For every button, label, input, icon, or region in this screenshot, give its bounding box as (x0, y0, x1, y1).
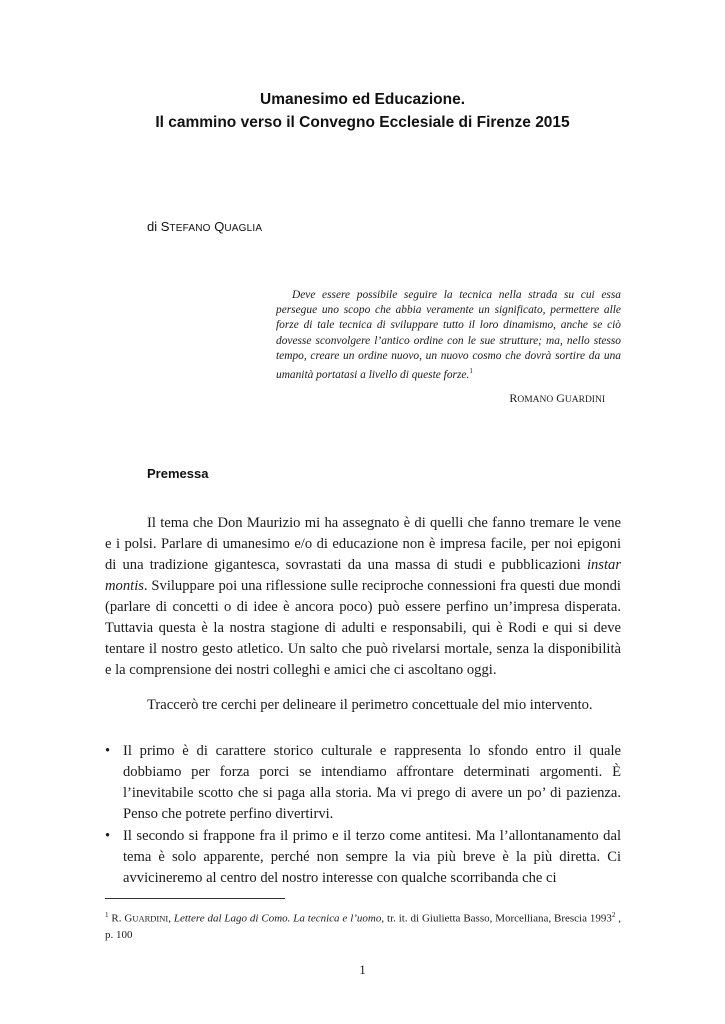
epigraph-text: Deve essere possibile seguire la tecnica nella strada su cui essa persegue uno scopo che abbia veramente un significato, permettere alle forze di tale tecnica di sviluppare tutto il loro dinamismo, anche se ciò dovesse sconvolgere l’antico ordine con le sue strutture; ma, nello stesso tempo, creare un ordine nuovo, un nuovo cosmo che dovrà sortire da una umanità portatasi a livello di queste forze. (276, 289, 621, 381)
bullet-icon: • (105, 743, 111, 759)
footnote-details: , tr. it. di Giulietta Basso, Morcelliana, Brescia 1993 (381, 912, 612, 925)
paragraph-1-after: . Sviluppare poi una riflessione sulle reciproche connessioni fra questi due mondi (parlare di concetti o di idee è ancora poco) può essere perfino un’impresa disperata. Tuttavia questa è la nostra stagione di adulti e responsabili, qui è Rodi e qui si deve tentare il nostro gesto atletico. Un salto che può rivelarsi mortale, senza la disponibilità e la comprensione dei nostri colleghi e amici che ci ascoltano oggi. (105, 578, 621, 678)
paragraph-1 (105, 513, 621, 681)
footnote-work-title: Lettere dal Lago di Como. La tecnica e l’uomo (173, 912, 382, 925)
footnote-author-initial: G (124, 912, 133, 925)
document-title-line-1: Umanesimo ed Educazione. (260, 91, 465, 108)
paragraph-1-before: Il tema che Don Maurizio mi ha assegnato è di quelli che fanno tremare le vene e i polsi. Parlare di umanesimo e/o di educazione non è impresa facile, per noi epigoni di una tradizione gigantesca, sovrastati da una massa di studi e pubblicazioni (105, 515, 621, 573)
paragraph-2-text: Traccerò tre cerchi per delineare il perimetro concettuale del mio intervento. (147, 697, 593, 713)
footnote-divider (105, 898, 285, 899)
bullet-icon: • (105, 828, 111, 844)
paragraph-1-italic: instar montis (105, 557, 621, 594)
footnote (105, 907, 621, 943)
epigraph-quote (276, 288, 621, 383)
footnote-author-prefix: R. (111, 912, 122, 925)
list-item-text: Il primo è di carattere storico culturale e rappresenta lo sfondo entro il quale dobbiamo per forza porci se intendiamo affrontare determinati argomenti. È l’inevitabile scotto che si paga alla storia. Ma vi prego di avere un po’ di pazienza. Penso che potrete perfino divertirvi. (123, 743, 621, 822)
attribution-first-initial: R (509, 391, 518, 405)
section-heading: Premessa (147, 466, 209, 481)
footnote-edition: 2 (611, 911, 616, 919)
list-item-text: Il secondo si frappone fra il primo e il terzo come antitesi. Ma l’allontanamento dal tema è solo apparente, perché non sempre la via più breve è la più diretta. Ci avvicineremo al centro del nostro interesse con qualche scorribanda che ci (123, 828, 621, 886)
author-prefix: di (147, 219, 158, 234)
footnote-number: 1 (105, 911, 109, 919)
author-first-rest: TEFANO (169, 223, 211, 234)
epigraph-attribution (509, 391, 605, 406)
footnote-page: , p. 100 (105, 912, 622, 941)
attribution-last-rest: UARDINI (564, 395, 605, 405)
footnote-sep: , (168, 912, 174, 925)
document-title-line-2: Il cammino verso il Convegno Ecclesiale di Firenze 2015 (155, 114, 570, 131)
attribution-last-initial: G (556, 391, 565, 405)
author-byline (147, 219, 262, 234)
author-last-initial: Q (214, 219, 225, 234)
footnote-author-rest: UARDINI (132, 913, 169, 924)
attribution-first-rest: OMANO (517, 395, 554, 405)
paragraph-2 (105, 695, 621, 716)
author-last-rest: UAGLIA (224, 223, 263, 234)
author-first-initial: S (160, 219, 170, 234)
page-number: 1 (359, 962, 366, 977)
epigraph-footnote-ref[interactable]: 1 (469, 367, 473, 376)
